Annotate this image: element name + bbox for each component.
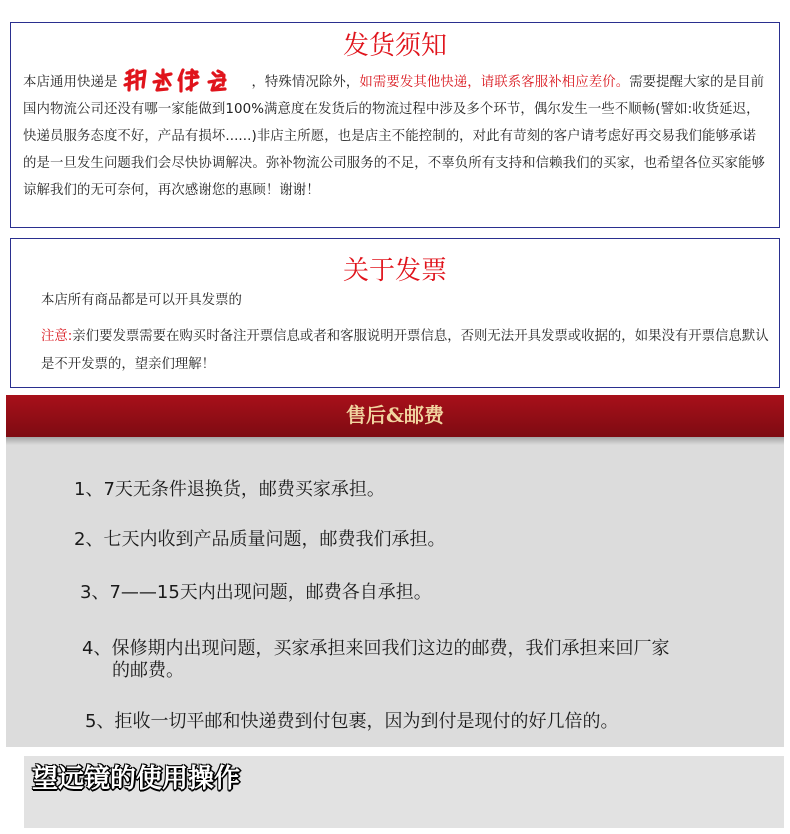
telescope-usage-title: 望远镜的使用操作 — [32, 764, 241, 794]
after-sales-banner — [6, 395, 784, 437]
item-text: 拒收一切平邮和快递费到付包裹，因为到付是现付的好几倍的。 — [114, 711, 619, 732]
item-number: 1、 — [74, 479, 104, 500]
banner-shadow — [6, 437, 784, 445]
item-text: 7天无条件退换货，邮费买家承担。 — [103, 479, 385, 500]
item-text-continuation: 的邮费。 — [112, 660, 184, 681]
after-sales-item — [74, 479, 385, 501]
invoice-title: 关于发票 — [342, 256, 447, 286]
courier-prefix: 本店通用快递是 — [23, 75, 118, 90]
item-number: 4、 — [82, 638, 112, 659]
after-sales-item — [85, 711, 618, 733]
after-sales-title: 售后&邮费 — [345, 403, 445, 427]
shipping-notice-box — [10, 22, 780, 228]
invoice-line-2 — [41, 323, 769, 379]
invoice-box — [10, 238, 780, 388]
item-number: 3、 — [80, 582, 110, 603]
courier-after-logo: ，特殊情况除外， — [251, 75, 360, 90]
yunda-express-logo — [121, 65, 245, 95]
item-number: 2、 — [74, 529, 104, 550]
item-text: 7——15天内出现问题，邮费各自承担。 — [109, 582, 432, 603]
after-sales-item — [74, 529, 445, 551]
telescope-usage-section — [24, 756, 784, 828]
after-sales-item — [80, 582, 432, 604]
invoice-line-1: 本店所有商品都是可以开具发票的 — [41, 293, 242, 308]
invoice-note-label: 注意: — [41, 329, 73, 344]
invoice-note-text: 亲们要发票需要在购买时备注开票信息或者和客服说明开票信息，否则无法开具发票或收据的，如果没有开票信息默认是不开发票的，望亲们理解！ — [41, 329, 769, 372]
after-sales-item — [82, 638, 762, 682]
shipping-notice-title: 发货须知 — [342, 31, 447, 61]
other-courier-note: 如需要发其他快递，请联系客服补相应差价。 — [359, 75, 630, 90]
item-text: 七天内收到产品质量问题，邮费我们承担。 — [103, 529, 446, 550]
item-text: 保修期内出现问题，买家承担来回我们这边的邮费，我们承担来回厂家 — [111, 638, 670, 659]
after-sales-panel — [6, 395, 784, 747]
shipping-body-text: 需要提醒大家的是目前国内物流公司还没有哪一家能做到100%满意度在发货后的物流过程中涉及多个环节，偶尔发生一些不顺畅(譬如:收货延迟，快递员服务态度不好，产品有损坏......)非店主所愿，也是店主不能控制的，对此有苛刻的客户请考虑好再交易我们能够承诺的是一旦发生问题我们会尽快协调解决。弥补物流公司服务的不足，不辜负所有支持和信赖我们的买家，也希望各位买家能够谅解我们的无可奈何，再次感谢您的惠顾！谢谢！ — [23, 75, 765, 198]
item-number: 5、 — [85, 711, 115, 732]
shipping-notice-text — [23, 65, 769, 204]
